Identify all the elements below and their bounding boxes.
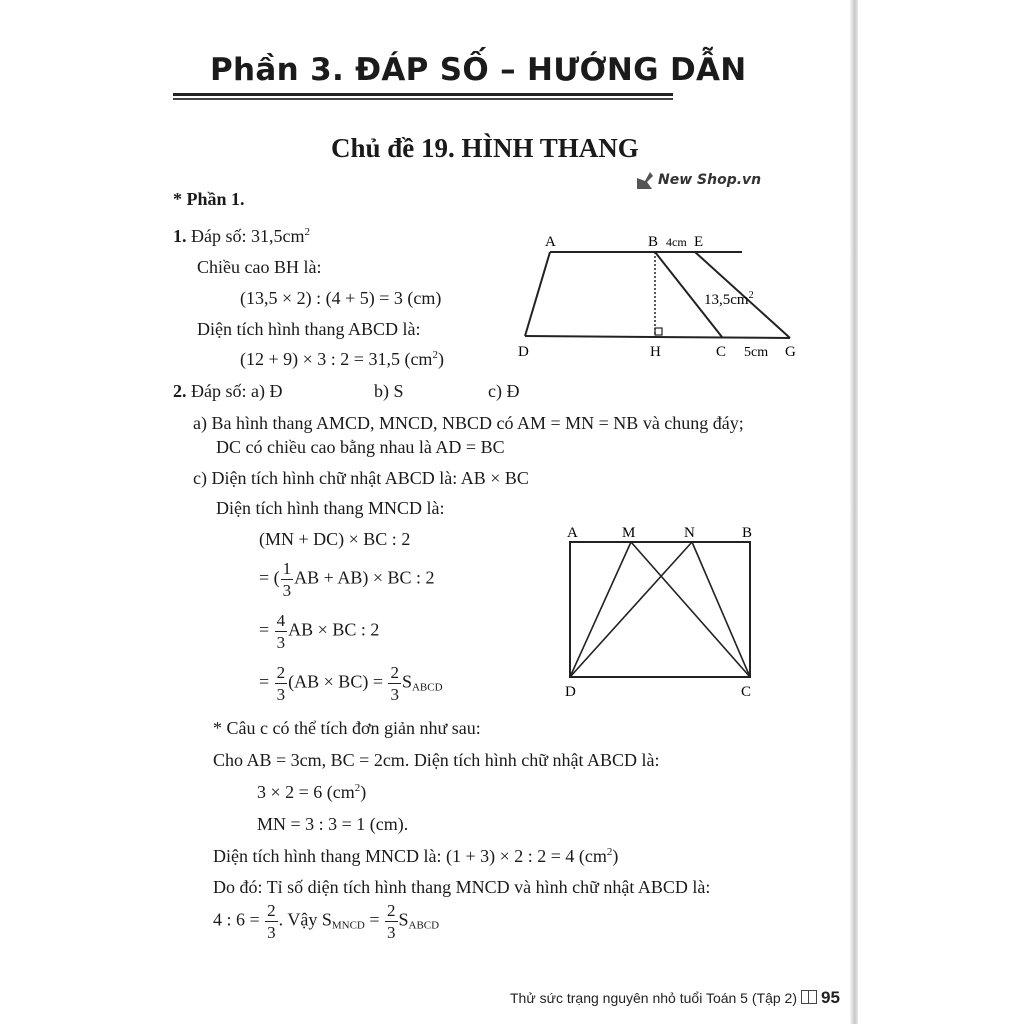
note-line2 xyxy=(257,782,366,803)
label-E: E xyxy=(694,234,704,250)
label-D: D xyxy=(565,684,576,700)
label-C: C xyxy=(716,344,727,360)
answer-a: Đáp số: a) Đ xyxy=(191,381,283,401)
section-label: * Phần 1. xyxy=(173,189,245,209)
text: AB × BC : 2 xyxy=(288,619,380,640)
equation-1: (MN + DC) × BC : 2 xyxy=(259,529,411,549)
text: = ( xyxy=(259,567,280,588)
superscript: 2 xyxy=(606,846,613,858)
superscript: 2 xyxy=(432,349,438,361)
page-number: 95 xyxy=(821,988,840,1007)
label-G: G xyxy=(785,344,796,360)
label-H: H xyxy=(650,344,661,360)
problem1-line3: Diện tích hình thang ABCD là: xyxy=(197,319,421,339)
note-title: * Câu c có thể tích đơn giản như sau: xyxy=(213,718,481,738)
problem1-answer-text: Đáp số: 31,5cm xyxy=(191,226,305,246)
fraction: $\frac{2}{3}$ xyxy=(387,901,396,942)
cg-length-label: 5cm xyxy=(744,345,769,360)
text: ) xyxy=(437,349,444,369)
equation-2 xyxy=(259,560,434,599)
label-C: C xyxy=(741,684,752,700)
label-A: A xyxy=(567,525,578,541)
problem2-answers xyxy=(173,381,282,402)
problem1-line4 xyxy=(240,349,444,370)
label-N: N xyxy=(684,525,695,541)
rectangle-figure xyxy=(555,518,770,703)
part-a-line2: DC có chiều cao bằng nhau là AD = BC xyxy=(216,437,505,457)
part-a-line1: a) Ba hình thang AMCD, MNCD, NBCD có AM = MN = NB và chung đáy; xyxy=(193,413,744,433)
watermark-text: New Shop.vn xyxy=(658,172,762,188)
text: = xyxy=(369,909,380,930)
label-D: D xyxy=(518,344,529,360)
text: AB + AB) × BC : 2 xyxy=(294,567,435,588)
equation-3 xyxy=(259,612,379,651)
text: ) xyxy=(360,782,367,802)
text: ) xyxy=(612,846,619,866)
text: (AB × BC) = xyxy=(288,671,383,692)
label-B: B xyxy=(742,525,753,541)
fraction: $\frac{2}{3}$ xyxy=(276,663,286,704)
note-line5: Do đó: Tỉ số diện tích hình thang MNCD và hình chữ nhật ABCD là: xyxy=(213,877,711,897)
book-icon xyxy=(801,990,817,1004)
page-footer xyxy=(510,988,840,1008)
note-line1: Cho AB = 3cm, BC = 2cm. Diện tích hình chữ nhật ABCD là: xyxy=(213,750,660,770)
part-title: Phần 3. ĐÁP SỐ – HƯỚNG DẪN xyxy=(210,52,747,88)
part-c-line1: c) Diện tích hình chữ nhật ABCD là: AB × BC xyxy=(193,468,529,488)
text: Diện tích hình thang MNCD là: (1 + 3) × 2 : 2 = 4 (cm xyxy=(213,846,607,866)
superscript: 2 xyxy=(304,226,310,238)
topic-title: Chủ đề 19. HÌNH THANG xyxy=(331,133,639,163)
title-rule xyxy=(173,93,673,96)
note-line4 xyxy=(213,846,618,867)
fraction: $\frac{4}{3}$ xyxy=(276,611,286,652)
title-rule-secondary xyxy=(173,98,673,100)
trapezoid-figure xyxy=(510,228,810,363)
label-A: A xyxy=(545,234,556,250)
note-line3: MN = 3 : 3 = 1 (cm). xyxy=(257,814,409,834)
text: 4 : 6 = xyxy=(213,909,260,930)
fraction: $\frac{1}{3}$ xyxy=(282,559,292,600)
problem1-answer xyxy=(173,226,310,247)
problem2-number: 2. xyxy=(173,381,187,401)
equation-4 xyxy=(259,664,443,703)
text: 3 × 2 = 6 (cm xyxy=(257,782,355,802)
page-gutter-shadow xyxy=(850,0,858,1024)
book-title: Thử sức trạng nguyên nhỏ tuổi Toán 5 (Tập 2) xyxy=(510,990,797,1006)
watermark-logo xyxy=(636,170,761,190)
text: (12 + 9) × 3 : 2 = 31,5 (cm xyxy=(240,349,433,369)
problem1-line2: (13,5 × 2) : (4 + 5) = 3 (cm) xyxy=(240,288,442,308)
fraction: $\frac{2}{3}$ xyxy=(390,663,399,704)
note-line6 xyxy=(213,902,439,941)
subscript: ABCD xyxy=(411,681,443,694)
text: S xyxy=(401,671,412,692)
fraction: $\frac{2}{3}$ xyxy=(267,901,276,942)
be-length-label: 4cm xyxy=(666,235,687,249)
superscript: 2 xyxy=(354,782,361,794)
area-label: $13,5cm^2$ xyxy=(704,290,754,308)
text: S xyxy=(398,909,409,930)
answer-c: c) Đ xyxy=(488,381,520,401)
text: . Vậy S xyxy=(278,909,332,930)
problem1-line1: Chiều cao BH là: xyxy=(197,257,322,277)
subscript: ABCD xyxy=(408,919,440,932)
text: = xyxy=(259,619,270,640)
label-B: B xyxy=(648,234,659,250)
part-c-line2: Diện tích hình thang MNCD là: xyxy=(216,498,445,518)
problem1-number: 1. xyxy=(173,226,187,246)
answer-b: b) S xyxy=(374,381,404,401)
arrow-logo-icon xyxy=(636,170,654,190)
subscript: MNCD xyxy=(331,919,365,932)
text: = xyxy=(259,671,270,692)
label-M: M xyxy=(622,525,636,541)
